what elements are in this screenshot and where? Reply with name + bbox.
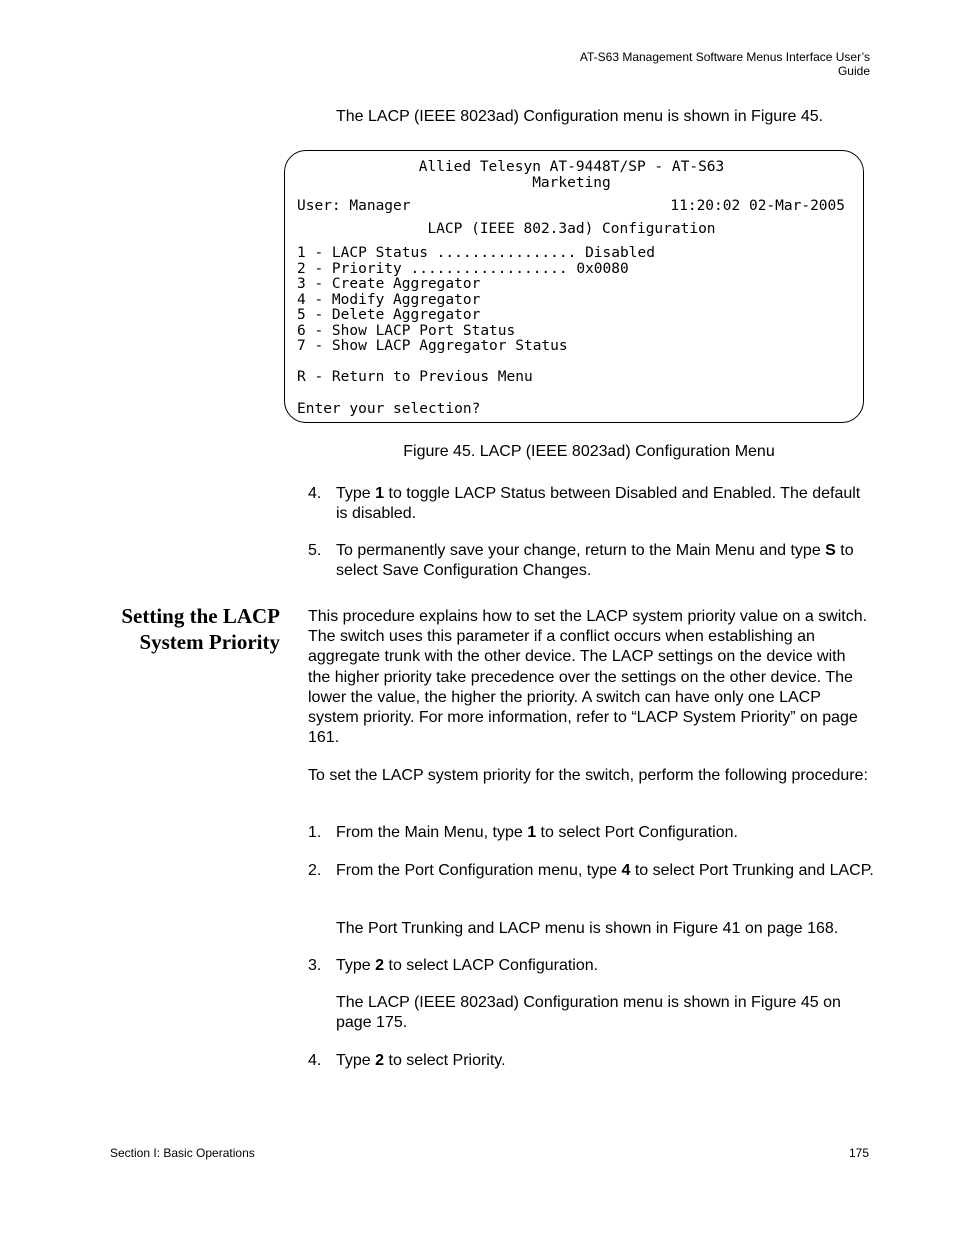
terminal-screen-figure [284, 150, 864, 423]
body-paragraph: This procedure explains how to set the LACP system priority value on a switch. The switch uses this parameter if a conflict occurs when establishing an aggregate trunk with the other device. The LACP settings on the device with the higher priority take precedence over the settings on the other device. The lower the value, the higher the priority. A switch can have only one LACP system priority. For more information, refer to “LACP System Priority” on page 161. [308, 608, 868, 747]
step-note: The LACP (IEEE 8023ad) Configuration menu is shown in Figure 45 on page 175. [336, 994, 841, 1032]
terminal-prompt: Enter your selection? [297, 401, 481, 417]
menu-item-show-port-status: 6 - Show LACP Port Status [297, 323, 516, 339]
menu-item-create-aggregator: 3 - Create Aggregator [297, 276, 481, 292]
step-number: 2. [308, 862, 322, 879]
menu-item-return: R - Return to Previous Menu [297, 369, 533, 385]
footer-section: Section I: Basic Operations [110, 1146, 255, 1160]
page-number: 175 [848, 1146, 869, 1160]
step-note: The Port Trunking and LACP menu is shown in Figure 41 on page 168. [336, 920, 839, 937]
menu-item-delete-aggregator: 5 - Delete Aggregator [297, 307, 481, 323]
menu-item-priority: 2 - Priority .................. 0x0080 [297, 261, 629, 277]
step-number: 4. [308, 485, 322, 502]
body-paragraph: To set the LACP system priority for the switch, perform the following procedure: [308, 767, 868, 784]
step-number: 5. [308, 542, 322, 559]
step-number: 3. [308, 957, 322, 974]
step-number: 4. [308, 1052, 322, 1069]
terminal-menu-title: LACP (IEEE 802.3ad) Configuration [427, 221, 716, 237]
terminal-system-name: Allied Telesyn AT-9448T/SP - AT-S63 [418, 159, 725, 175]
terminal-datetime: 11:20:02 02-Mar-2005 [670, 198, 845, 214]
step-number: 1. [308, 824, 322, 841]
figure-caption: Figure 45. LACP (IEEE 8023ad) Configuration Menu [403, 443, 775, 460]
running-header: AT-S63 Management Software Menus Interface User’s Guide [579, 50, 870, 78]
terminal-user: User: Manager [297, 198, 411, 214]
menu-item-show-aggregator-status: 7 - Show LACP Aggregator Status [297, 338, 568, 354]
menu-item-lacp-status: 1 - LACP Status ................ Disabled [297, 245, 655, 261]
menu-item-modify-aggregator: 4 - Modify Aggregator [297, 292, 481, 308]
terminal-location: Marketing [532, 175, 611, 191]
intro-sentence: The LACP (IEEE 8023ad) Configuration menu is shown in Figure 45. [336, 108, 824, 125]
section-heading: Setting the LACP System Priority [121, 604, 280, 654]
